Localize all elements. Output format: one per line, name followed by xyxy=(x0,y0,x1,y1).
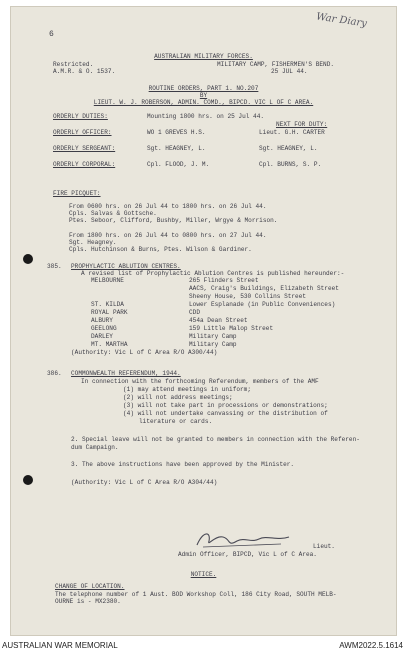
officer-signature xyxy=(193,529,293,551)
order-385-title: PROPHYLACTIC ABLUTION CENTRES. xyxy=(71,263,181,270)
fire-picquet-line: From 1800 hrs. on 26 Jul 44 to 0800 hrs. on 27 Jul 44. xyxy=(69,232,267,239)
order-386-para-2-cont: dum Campaign. xyxy=(71,444,119,451)
issue-date: 25 JUL 44. xyxy=(271,68,308,75)
amr-reference: A.M.R. & O. 1537. xyxy=(53,68,116,75)
centre-place: MELBOURNE xyxy=(91,277,124,284)
centre-address: 159 Little Malop Street xyxy=(189,325,274,332)
orderly-corporal-next: Cpl. BURNS, S. P. xyxy=(259,161,322,168)
centre-place: ROYAL PARK xyxy=(91,309,128,316)
order-386-title: COMMONWEALTH REFERENDUM, 1944. xyxy=(71,370,181,377)
order-386-item: (2) will not address meetings; xyxy=(123,394,233,401)
order-386-intro: In connection with the forthcoming Referendum, members of the AMF xyxy=(81,378,319,385)
fire-picquet-line: Sgt. Heagney. xyxy=(69,239,117,246)
orderly-duties-label: ORDERLY DUTIES: xyxy=(53,113,108,120)
centre-address: CDD xyxy=(189,309,200,316)
centre-address: Lower Esplanade (in Public Conveniences) xyxy=(189,301,336,308)
centre-place: DARLEY xyxy=(91,333,113,340)
order-386-authority: (Authority: Vic L of C Area R/O A304/44) xyxy=(71,479,218,486)
notice-heading: NOTICE. xyxy=(190,571,217,578)
orderly-corporal-value: Cpl. FLOOD, J. M. xyxy=(147,161,210,168)
restricted-label: Restricted. xyxy=(53,61,94,68)
war-diary-handwritten-note: War Diary xyxy=(315,11,368,30)
fire-picquet-line: Cpls. Salvas & Gottsche. xyxy=(69,210,157,217)
centre-place: ALBURY xyxy=(91,317,113,324)
orderly-officer-label: ORDERLY OFFICER: xyxy=(53,129,112,136)
order-385-intro: A revised list of Prophylactic Ablution Centres is published hereunder:- xyxy=(81,270,345,277)
fire-picquet-line: Cpls. Hutchinson & Burns, Ptes. Wilson & Gardiner. xyxy=(69,246,252,253)
doc-title: AUSTRALIAN MILITARY FORCES. xyxy=(154,53,253,60)
centre-address: 265 Flinders Street xyxy=(189,277,259,284)
footer-bar xyxy=(0,638,407,653)
order-386-item-continued: literature or cards. xyxy=(139,418,213,425)
signatory-rank: Lieut. xyxy=(313,543,335,550)
orderly-officer-next: Lieut. G.H. CARTER xyxy=(259,129,325,136)
change-of-location-text-cont: OURNE is - MX2380. xyxy=(55,598,121,605)
order-386-item: (3) will not take part in processions or demonstrations; xyxy=(123,402,328,409)
footer-institution: AUSTRALIAN WAR MEMORIAL xyxy=(2,641,118,650)
routine-orders-heading: ROUTINE ORDERS, PART 1. NO.207 xyxy=(148,85,259,92)
centre-address: Military Camp xyxy=(189,341,237,348)
next-for-duty-heading: NEXT FOR DUTY: xyxy=(276,121,328,128)
centre-place: MT. MARTHA xyxy=(91,341,128,348)
centre-address: AACS, Craig's Buildings, Elizabeth Street xyxy=(189,285,339,292)
change-of-location-heading: CHANGE OF LOCATION. xyxy=(55,583,125,590)
fire-picquet-line: Ptes. Seboor, Clifford, Bushby, Miller, Wrgye & Morrison. xyxy=(69,217,278,224)
orderly-officer-value: WO 1 GREVES H.S. xyxy=(147,129,206,136)
camp-location: MILITARY CAMP, FISHERMEN'S BEND. xyxy=(217,61,335,68)
order-385-authority: (Authority: Vic L of C Area R/O A300/44) xyxy=(71,349,218,356)
issuing-officer: LIEUT. W. J. ROBERSON, ADMIN. COMD., BIPCD. VIC L OF C AREA. xyxy=(93,99,314,106)
centre-address: 454a Dean Street xyxy=(189,317,248,324)
fire-picquet-heading: FIRE PICQUET: xyxy=(53,190,101,197)
order-385-number: 385. xyxy=(47,263,62,270)
centre-place: GEELONG xyxy=(91,325,117,332)
centre-address: Sheeny House, 530 Collins Street xyxy=(189,293,307,300)
order-386-item: (1) may attend meetings in uniform; xyxy=(123,386,251,393)
orderly-sergeant-value: Sgt. HEAGNEY, L. xyxy=(147,145,206,152)
change-of-location-text: The telephone number of 1 Aust. BOD Workshop Coll, 186 City Road, SOUTH MELB- xyxy=(55,591,337,598)
orderly-sergeant-label: ORDERLY SERGEANT: xyxy=(53,145,116,152)
by-label: BY xyxy=(199,92,208,99)
centre-address: Military Camp xyxy=(189,333,237,340)
centre-place: ST. KILDA xyxy=(91,301,124,308)
signatory-position: Admin Officer, BIPCD, Vic L of C Area. xyxy=(178,551,317,558)
order-386-para-2: 2. Special leave will not be granted to members in connection with the Referen- xyxy=(71,436,360,443)
orderly-duties-value: Mounting 1800 hrs. on 25 Jul 44. xyxy=(147,113,265,120)
order-386-para-3: 3. The above instructions have been approved by the Minister. xyxy=(71,461,295,468)
orderly-corporal-label: ORDERLY CORPORAL: xyxy=(53,161,116,168)
punch-hole xyxy=(23,475,33,485)
orderly-sergeant-next: Sgt. HEAGNEY, L. xyxy=(259,145,318,152)
document-page xyxy=(10,6,397,636)
order-386-item: (4) will not undertake canvassing or the distribution of xyxy=(123,410,328,417)
footer-accession-number: AWM2022.5.1614 xyxy=(339,641,403,650)
punch-hole xyxy=(23,254,33,264)
fire-picquet-line: From 0600 hrs. on 26 Jul 44 to 1800 hrs. on 26 Jul 44. xyxy=(69,203,267,210)
order-386-number: 386. xyxy=(47,370,62,377)
page-mark: 6 xyxy=(49,30,54,39)
